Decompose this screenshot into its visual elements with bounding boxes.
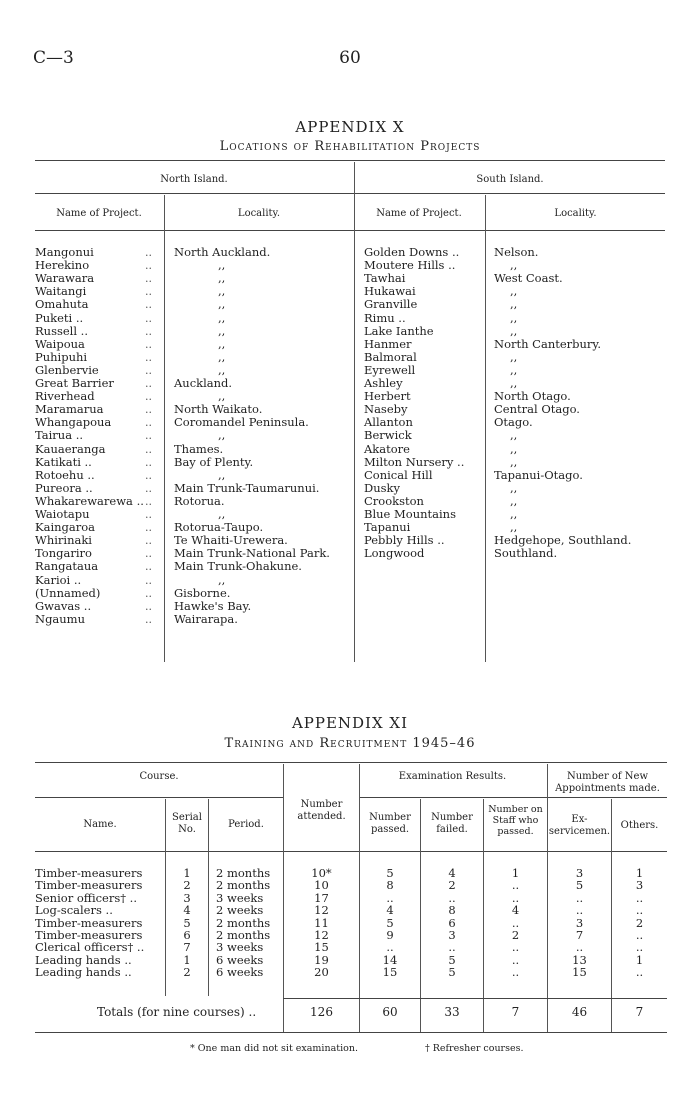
project-locality: ,, xyxy=(510,258,518,273)
leader-dots: .. xyxy=(145,311,152,325)
project-locality: Coromandel Peninsula. xyxy=(174,415,309,430)
course-period: 2 months xyxy=(216,928,271,942)
course-failed: 8 xyxy=(448,903,456,918)
leader-dots: .. xyxy=(145,350,152,364)
course-passed: 8 xyxy=(386,878,394,893)
course-staff-passed: 2 xyxy=(511,928,520,942)
project-locality: Central Otago. xyxy=(494,402,580,417)
name-col-header: Name. xyxy=(83,819,117,830)
appendix-xi-title: APPENDIX XI xyxy=(291,714,409,732)
course-passed: 15 xyxy=(382,965,398,980)
project-locality: ,, xyxy=(510,310,518,325)
course-failed: .. xyxy=(448,890,456,905)
project-locality: Main Trunk-Ohakune. xyxy=(174,559,302,574)
project-locality: Main Trunk-Taumarunui. xyxy=(174,480,320,495)
project-name: Great Barrier xyxy=(35,376,114,390)
project-locality: ,, xyxy=(218,572,226,587)
project-name: Gwavas .. xyxy=(35,598,92,613)
project-name: Lake Ianthe xyxy=(364,323,434,338)
leader-dots: .. xyxy=(145,272,152,286)
course-staff-passed: .. xyxy=(511,940,520,955)
project-locality: ,, xyxy=(218,271,226,286)
course-attended: 10* xyxy=(311,866,332,880)
leader-dots: .. xyxy=(145,403,152,417)
project-name: Herekino xyxy=(35,258,90,273)
totals-staff: 7 xyxy=(511,1005,520,1019)
project-name: Ashley xyxy=(364,376,403,390)
course-ex-servicemen: .. xyxy=(575,903,584,918)
course-failed: 2 xyxy=(448,878,456,893)
course-name: Leading hands .. xyxy=(35,965,132,980)
leader-dots: .. xyxy=(145,285,152,299)
course-ex-servicemen: 3 xyxy=(575,866,584,880)
leader-dots: .. xyxy=(145,377,152,390)
failed-col-header: Number failed. xyxy=(431,812,473,835)
course-name: Timber-measurers xyxy=(35,866,143,880)
project-name: Eyrewell xyxy=(364,362,416,377)
project-locality: ,, xyxy=(510,480,518,495)
project-locality: ,, xyxy=(218,349,226,364)
course-others: .. xyxy=(635,940,644,955)
project-locality: North Auckland. xyxy=(174,245,271,259)
leader-dots: .. xyxy=(145,573,152,587)
leader-dots: .. xyxy=(145,324,152,338)
course-failed: 6 xyxy=(448,915,456,930)
project-name: Puhipuhi xyxy=(35,349,88,364)
totals-others: 7 xyxy=(635,1005,644,1019)
project-name: Herbert xyxy=(364,389,411,404)
project-name: Rimu .. xyxy=(364,310,406,325)
project-locality: ,, xyxy=(510,297,518,312)
course-name: Leading hands .. xyxy=(35,952,132,967)
project-name: Blue Mountains xyxy=(364,507,456,521)
project-name: Crookston xyxy=(364,493,424,508)
project-name: Tairua .. xyxy=(35,428,84,443)
project-locality: ,, xyxy=(218,297,226,312)
footnote-examination: * One man did not sit examination. xyxy=(190,1043,358,1054)
course-serial: 2 xyxy=(183,965,191,980)
leader-dots: .. xyxy=(145,442,152,456)
course-header: Course. xyxy=(139,771,179,782)
project-name: Milton Nursery .. xyxy=(364,454,465,469)
course-serial: 3 xyxy=(183,890,191,905)
project-name: (Unnamed) xyxy=(35,585,101,600)
course-failed: 5 xyxy=(448,965,456,980)
project-locality: Te Whaiti-Urewera. xyxy=(174,533,288,548)
course-attended: 19 xyxy=(314,952,329,967)
totals-passed: 60 xyxy=(382,1005,398,1019)
project-locality: West Coast. xyxy=(494,271,563,286)
project-name: Granville xyxy=(364,297,418,312)
course-ex-servicemen: 13 xyxy=(572,952,587,967)
project-name: Allanton xyxy=(364,415,413,430)
project-locality: Hawke's Bay. xyxy=(174,598,252,613)
project-locality: Hedgehope, Southland. xyxy=(494,533,632,548)
course-failed: .. xyxy=(448,940,456,955)
project-name: Tapanui xyxy=(364,520,411,535)
course-period: 3 weeks xyxy=(216,940,264,955)
course-attended: 11 xyxy=(314,915,329,930)
project-locality: ,, xyxy=(510,520,518,535)
project-name: Hukawai xyxy=(364,284,416,299)
project-locality: Nelson. xyxy=(494,245,539,259)
course-ex-servicemen: .. xyxy=(575,890,584,905)
attended-col-header: Number attended. xyxy=(297,799,346,822)
project-locality: Bay of Plenty. xyxy=(174,454,254,469)
section-code: C—3 xyxy=(33,48,74,68)
project-name: Omahuta xyxy=(35,297,89,312)
course-name: Timber-measurers xyxy=(35,878,143,893)
north-island-header: North Island. xyxy=(160,174,228,185)
course-ex-servicemen: .. xyxy=(575,940,584,955)
serial-col-header: Serial No. xyxy=(172,812,202,835)
project-name: Russell .. xyxy=(35,323,88,338)
totals-label: Totals (for nine courses) .. xyxy=(97,1005,257,1019)
course-name: Senior officers† .. xyxy=(35,890,137,905)
leader-dots: .. xyxy=(145,363,152,377)
course-period: 2 months xyxy=(216,866,271,880)
project-locality: Southland. xyxy=(494,546,558,561)
course-serial: 7 xyxy=(183,940,191,955)
project-locality: ,, xyxy=(510,362,518,377)
course-passed: 9 xyxy=(386,928,394,942)
period-col-header: Period. xyxy=(228,819,264,830)
leader-dots: .. xyxy=(145,246,152,259)
course-period: 6 weeks xyxy=(216,952,264,967)
course-staff-passed: 1 xyxy=(511,866,520,880)
leader-dots: .. xyxy=(145,534,152,548)
project-name: Tawhai xyxy=(364,271,406,286)
course-passed: 14 xyxy=(382,952,398,967)
project-name: Balmoral xyxy=(364,349,417,364)
leader-dots: .. xyxy=(145,547,152,561)
project-name: Moutere Hills .. xyxy=(364,258,456,273)
course-failed: 4 xyxy=(448,866,456,880)
course-serial: 4 xyxy=(183,903,191,918)
project-locality: ,, xyxy=(218,467,226,482)
project-name: Whakarewarewa .. xyxy=(35,493,144,508)
project-locality: Auckland. xyxy=(174,376,233,390)
leader-dots: .. xyxy=(145,521,152,535)
course-ex-servicemen: 3 xyxy=(575,915,584,930)
south-island-header: South Island. xyxy=(476,174,544,185)
appendix-x-title: APPENDIX X xyxy=(295,118,405,136)
course-staff-passed: .. xyxy=(511,878,520,893)
others-col-header: Others. xyxy=(620,820,659,831)
course-attended: 12 xyxy=(314,903,329,918)
course-others: .. xyxy=(635,890,644,905)
appendix-x-subtitle: Locations of Rehabilitation Projects xyxy=(219,139,481,154)
project-name: Naseby xyxy=(364,402,408,417)
project-name: Golden Downs .. xyxy=(364,245,460,259)
leader-dots: .. xyxy=(145,599,152,613)
project-locality: ,, xyxy=(510,349,518,364)
ex-servicemen-col-header: Ex-servicemen. xyxy=(548,814,611,837)
project-locality: ,, xyxy=(218,323,226,338)
project-locality: ,, xyxy=(510,441,518,456)
leader-dots: .. xyxy=(145,508,152,521)
project-locality: ,, xyxy=(218,389,226,404)
project-name: Dusky xyxy=(364,480,400,495)
totals-attended: 126 xyxy=(310,1005,333,1019)
project-name: Waipoua xyxy=(35,336,85,351)
course-name: Clerical officers† .. xyxy=(35,940,145,955)
course-passed: .. xyxy=(386,890,394,905)
project-name: Longwood xyxy=(364,546,425,561)
project-locality: ,, xyxy=(218,507,226,521)
project-locality: ,, xyxy=(510,284,518,299)
course-passed: 5 xyxy=(386,866,394,880)
course-serial: 2 xyxy=(183,878,191,893)
leader-dots: .. xyxy=(145,468,152,482)
course-attended: 15 xyxy=(314,940,329,955)
leader-dots: .. xyxy=(145,612,152,626)
north-project-col-header: Name of Project. xyxy=(56,208,142,219)
project-name: Tongariro xyxy=(35,546,92,561)
course-others: 2 xyxy=(635,915,644,930)
project-locality: Rotorua. xyxy=(174,493,225,508)
project-locality: ,, xyxy=(510,428,518,443)
project-name: Kaingaroa xyxy=(35,520,96,535)
project-name: Riverhead xyxy=(35,389,95,404)
leader-dots: .. xyxy=(145,298,152,312)
staff-passed-col-header: Number on Staff who passed. xyxy=(488,804,543,837)
project-name: Warawara xyxy=(35,271,95,286)
project-locality: Otago. xyxy=(494,415,533,430)
south-locality-col-header: Locality. xyxy=(554,208,597,219)
course-attended: 20 xyxy=(314,965,329,980)
project-locality: Thames. xyxy=(174,441,224,456)
project-locality: Main Trunk-National Park. xyxy=(174,546,330,561)
project-name: Puketi .. xyxy=(35,310,84,325)
passed-col-header: Number passed. xyxy=(369,812,411,835)
course-ex-servicemen: 7 xyxy=(575,928,584,942)
project-name: Whangapoua xyxy=(35,415,112,430)
project-name: Akatore xyxy=(364,441,410,456)
project-locality: ,, xyxy=(218,362,226,377)
course-period: 2 months xyxy=(216,878,271,893)
project-name: Waitangi xyxy=(35,284,87,299)
footnote-refresher: † Refresher courses. xyxy=(425,1043,524,1054)
exam-results-header: Examination Results. xyxy=(398,771,507,782)
course-attended: 12 xyxy=(314,928,329,942)
leader-dots: .. xyxy=(145,390,152,404)
course-others: 1 xyxy=(635,866,644,880)
course-others: .. xyxy=(635,928,644,942)
project-locality: ,, xyxy=(510,376,518,390)
course-serial: 1 xyxy=(183,866,191,880)
course-period: 2 weeks xyxy=(216,903,264,918)
course-name: Timber-measurers xyxy=(35,928,143,942)
project-name: Hanmer xyxy=(364,336,412,351)
course-period: 6 weeks xyxy=(216,965,264,980)
course-staff-passed: .. xyxy=(511,915,520,930)
course-staff-passed: 4 xyxy=(511,903,520,918)
course-staff-passed: .. xyxy=(511,965,520,980)
course-serial: 1 xyxy=(183,952,191,967)
leader-dots: .. xyxy=(145,494,152,508)
project-name: Katikati .. xyxy=(35,454,92,469)
project-locality: Wairarapa. xyxy=(174,611,238,626)
project-locality: ,, xyxy=(510,493,518,508)
project-name: Waiotapu xyxy=(35,507,90,521)
course-name: Timber-measurers xyxy=(35,915,143,930)
leader-dots: .. xyxy=(145,586,152,600)
course-period: 2 months xyxy=(216,915,271,930)
project-name: Karioi .. xyxy=(35,572,82,587)
course-ex-servicemen: 5 xyxy=(575,878,584,893)
project-locality: ,, xyxy=(218,258,226,273)
project-name: Ngaumu xyxy=(35,611,85,626)
course-passed: 4 xyxy=(386,903,394,918)
project-locality: ,, xyxy=(510,507,518,521)
appointments-header: Number of New Appointments made. xyxy=(555,771,660,794)
project-name: Whirinaki xyxy=(35,533,92,548)
course-passed: .. xyxy=(386,940,394,955)
project-locality: ,, xyxy=(218,428,226,443)
project-name: Glenbervie xyxy=(35,362,99,377)
leader-dots: .. xyxy=(145,455,152,469)
project-locality: Rotorua-Taupo. xyxy=(174,520,264,535)
totals-ex-servicemen: 46 xyxy=(571,1005,588,1019)
leader-dots: .. xyxy=(145,560,152,574)
project-name: Berwick xyxy=(364,428,412,443)
page-number: 60 xyxy=(339,48,361,68)
project-name: Kauaeranga xyxy=(35,441,106,456)
project-name: Maramarua xyxy=(35,402,104,417)
project-locality: ,, xyxy=(510,323,518,338)
project-locality: ,, xyxy=(218,284,226,299)
project-locality: North Otago. xyxy=(494,389,571,404)
leader-dots: .. xyxy=(145,429,152,443)
course-serial: 6 xyxy=(183,928,191,942)
project-name: Rotoehu .. xyxy=(35,467,95,482)
course-period: 3 weeks xyxy=(216,890,264,905)
course-passed: 5 xyxy=(386,915,394,930)
project-name: Conical Hill xyxy=(364,467,433,482)
course-others: 1 xyxy=(635,952,644,967)
course-staff-passed: .. xyxy=(511,890,520,905)
course-attended: 17 xyxy=(314,890,329,905)
totals-failed: 33 xyxy=(444,1005,460,1019)
project-locality: North Canterbury. xyxy=(494,336,602,351)
south-project-col-header: Name of Project. xyxy=(376,208,462,219)
project-name: Pureora .. xyxy=(35,480,93,495)
north-locality-col-header: Locality. xyxy=(237,208,281,219)
project-locality: ,, xyxy=(218,310,226,325)
course-staff-passed: .. xyxy=(511,952,520,967)
project-locality: ,, xyxy=(218,336,226,351)
project-name: Pebbly Hills .. xyxy=(364,533,445,548)
course-attended: 10 xyxy=(314,878,329,893)
course-others: .. xyxy=(635,903,644,918)
project-locality: North Waikato. xyxy=(174,402,263,417)
project-locality: ,, xyxy=(510,454,518,469)
project-locality: Gisborne. xyxy=(174,585,231,600)
course-name: Log-scalers .. xyxy=(35,903,113,918)
appendix-xi-subtitle: Training and Recruitment 1945–46 xyxy=(224,736,476,751)
course-failed: 3 xyxy=(448,928,456,942)
course-serial: 5 xyxy=(183,915,191,930)
project-name: Mangonui xyxy=(35,245,94,259)
project-name: Rangataua xyxy=(35,559,99,574)
course-others: .. xyxy=(635,965,644,980)
course-failed: 5 xyxy=(448,952,456,967)
leader-dots: .. xyxy=(145,416,152,430)
course-others: 3 xyxy=(635,878,644,893)
leader-dots: .. xyxy=(145,259,152,273)
leader-dots: .. xyxy=(145,337,152,351)
leader-dots: .. xyxy=(145,481,152,495)
project-locality: Tapanui-Otago. xyxy=(494,467,583,482)
course-ex-servicemen: 15 xyxy=(572,965,587,980)
